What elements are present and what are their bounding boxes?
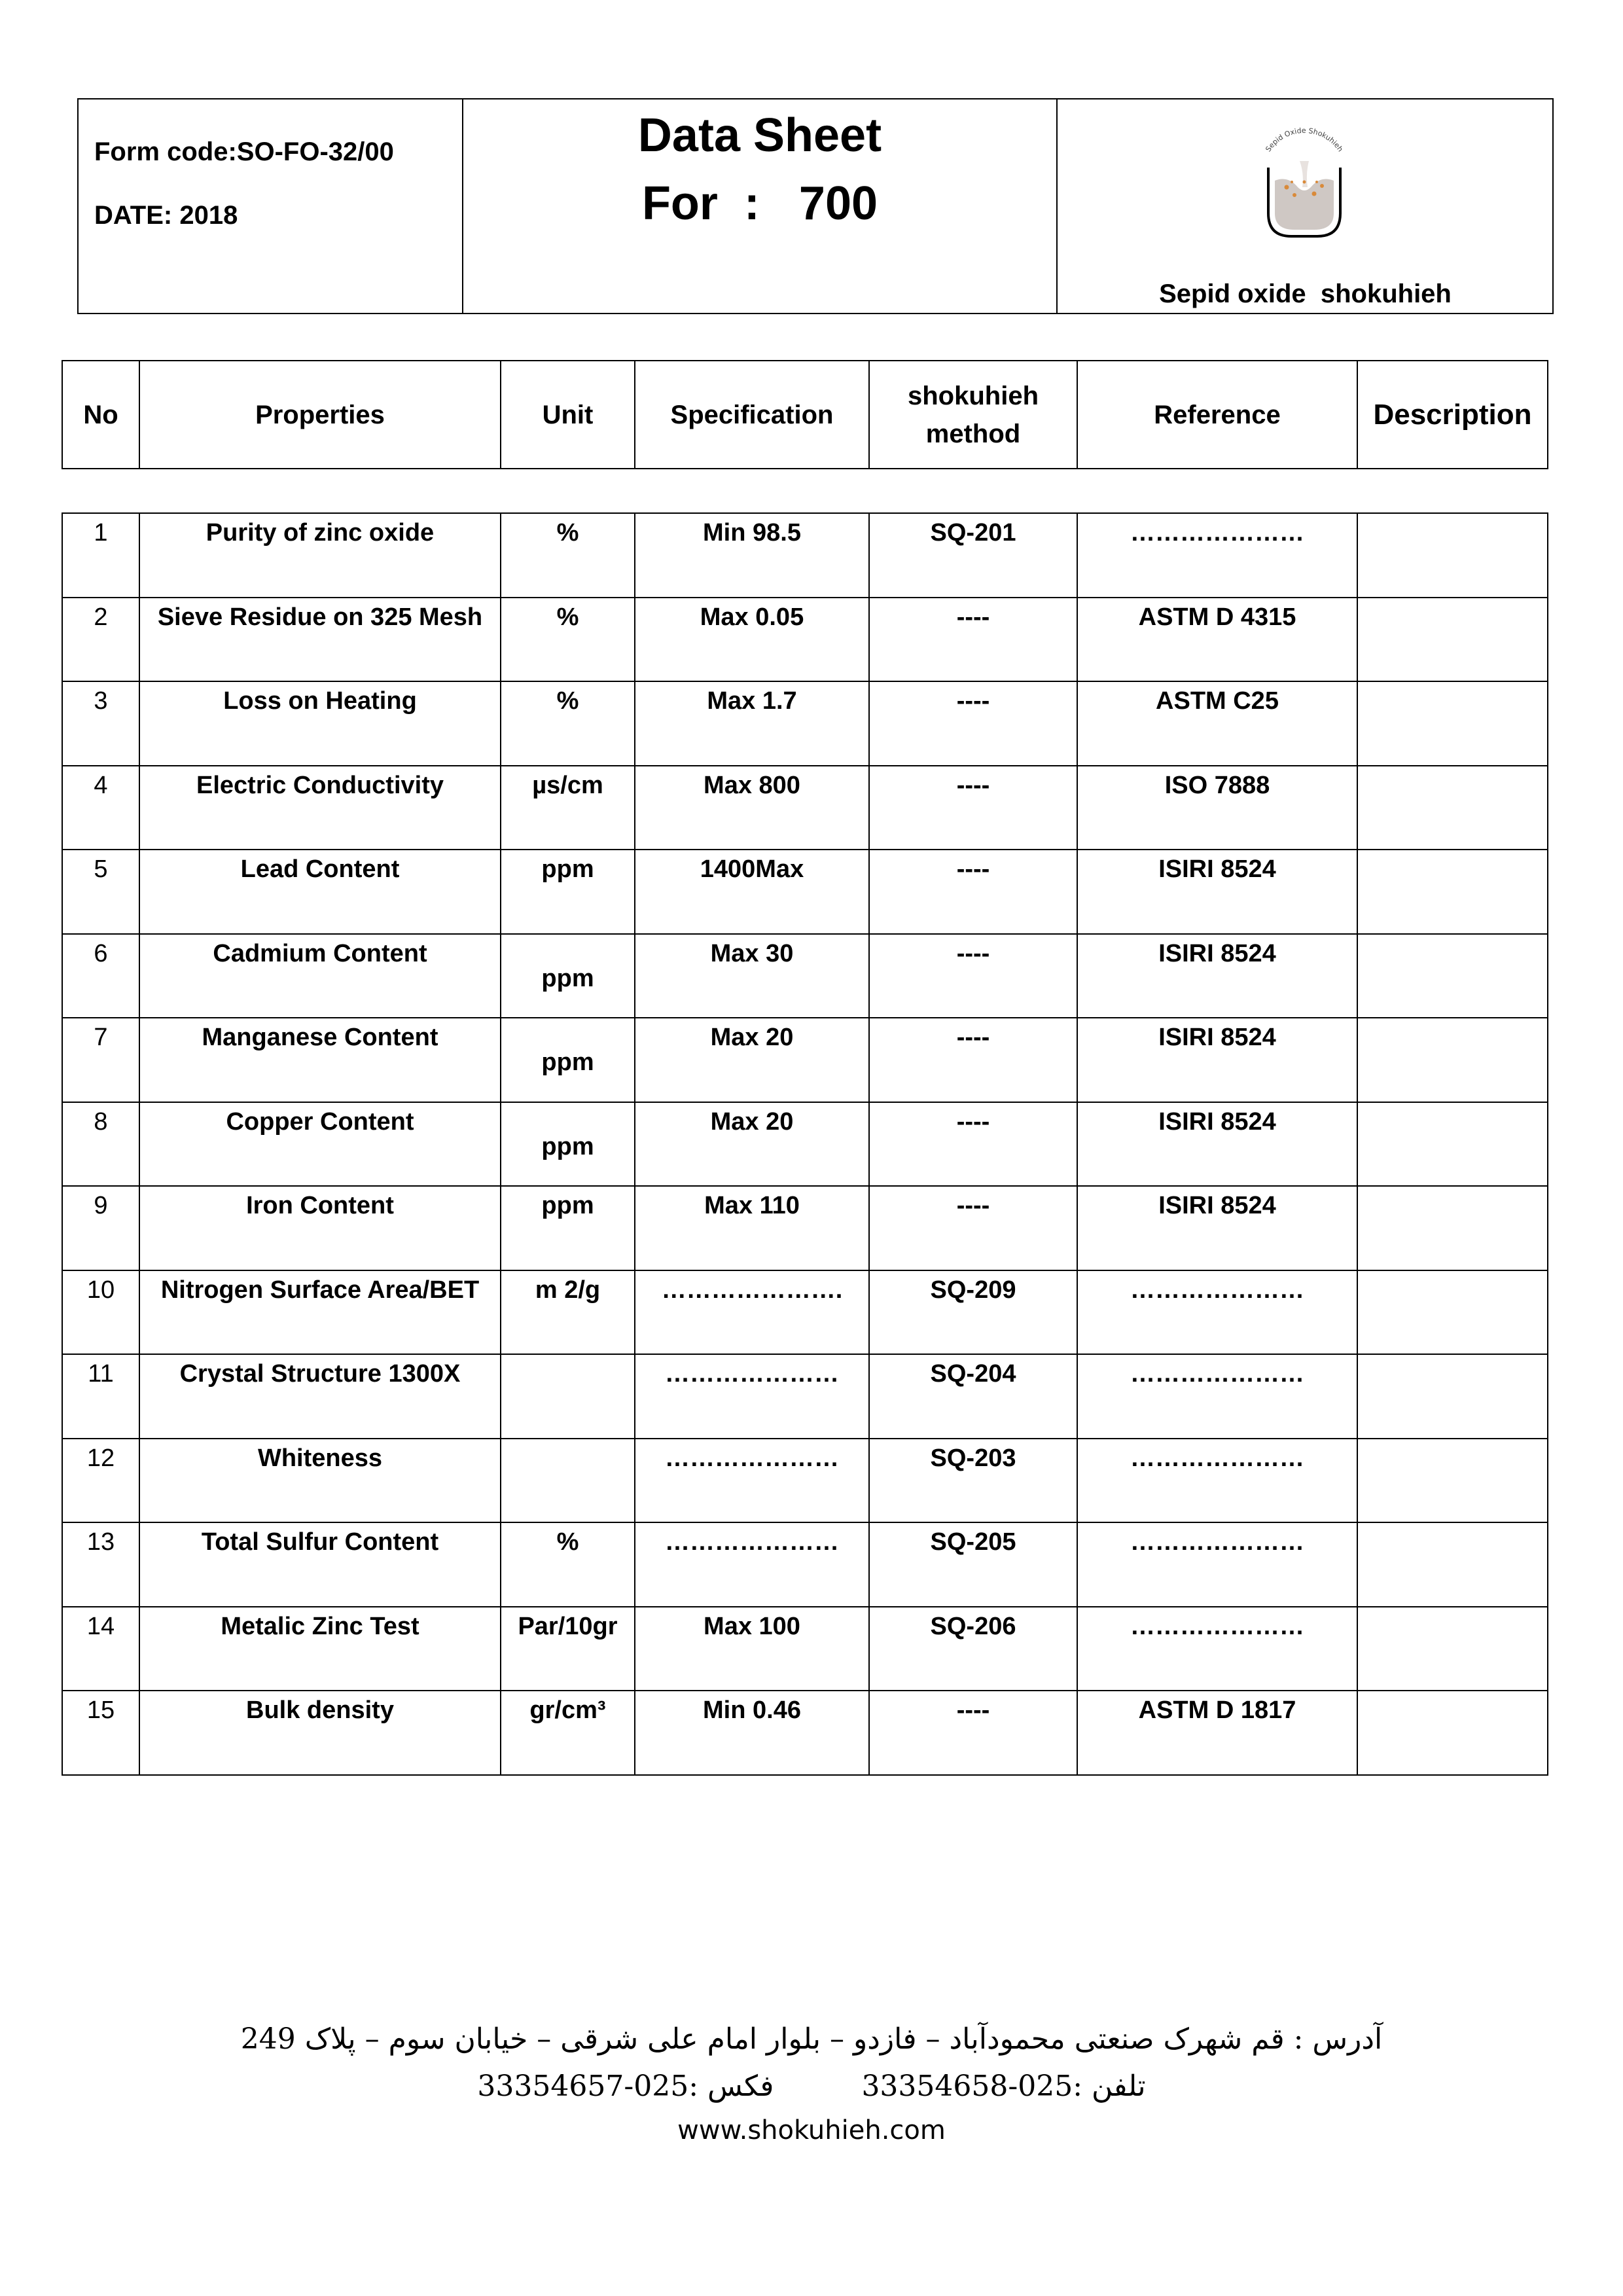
row-description [1357, 513, 1548, 598]
row-unit: % [501, 1522, 635, 1607]
row-property: Bulk density [139, 1691, 501, 1775]
row-method: SQ-209 [869, 1270, 1077, 1355]
row-specification: Max 30 [635, 934, 869, 1018]
row-description [1357, 598, 1548, 682]
row-property: Whiteness [139, 1439, 501, 1523]
row-property: Iron Content [139, 1186, 501, 1270]
row-property: Metalic Zinc Test [139, 1607, 501, 1691]
table-row [62, 1522, 1548, 1607]
footer-contact [0, 2070, 1623, 2103]
row-method: ---- [869, 766, 1077, 850]
table-row [62, 513, 1548, 598]
row-specification: ………………… [635, 1522, 869, 1607]
footer-address: آدرس : قم شهرک صنعتی محمودآباد – فازدو – بلوار امام علی شرقی – خیابان سوم – پلاک 249 [240, 2022, 1383, 2056]
header-form-info [79, 99, 463, 313]
row-method: SQ-204 [869, 1354, 1077, 1439]
row-description [1357, 850, 1548, 934]
row-specification: …………………. [635, 1270, 869, 1355]
col-specification: Specification [635, 361, 869, 469]
row-property: Copper Content [139, 1102, 501, 1187]
row-unit: µs/cm [501, 766, 635, 850]
table-row [62, 598, 1548, 682]
col-description: Description [1357, 361, 1548, 469]
row-specification: Max 1.7 [635, 681, 869, 766]
row-description [1357, 1102, 1548, 1187]
table-row [62, 1439, 1548, 1523]
row-method: ---- [869, 1018, 1077, 1102]
row-specification: ………………… [635, 1439, 869, 1523]
column-header-row [62, 361, 1548, 469]
row-property: Electric Conductivity [139, 766, 501, 850]
row-unit: m 2/g [501, 1270, 635, 1355]
row-reference: ………………… [1077, 1522, 1357, 1607]
table-row [62, 1018, 1548, 1102]
row-description [1357, 766, 1548, 850]
row-property: Cadmium Content [139, 934, 501, 1018]
row-no: 2 [62, 598, 139, 682]
row-no: 5 [62, 850, 139, 934]
row-method: SQ-206 [869, 1607, 1077, 1691]
row-specification: Min 98.5 [635, 513, 869, 598]
footer-fax: فکس :025-33354657 [477, 2070, 774, 2103]
row-method: ---- [869, 850, 1077, 934]
row-no: 11 [62, 1354, 139, 1439]
row-unit: ppm [501, 1102, 635, 1187]
row-method: SQ-201 [869, 513, 1077, 598]
row-no: 7 [62, 1018, 139, 1102]
row-method: ---- [869, 1186, 1077, 1270]
row-property: Manganese Content [139, 1018, 501, 1102]
row-description [1357, 1439, 1548, 1523]
row-no: 12 [62, 1439, 139, 1523]
row-no: 10 [62, 1270, 139, 1355]
row-specification: ………………… [635, 1354, 869, 1439]
row-description [1357, 1270, 1548, 1355]
footer-website: www.shokuhieh.com [677, 2115, 946, 2145]
row-specification: Max 100 [635, 1607, 869, 1691]
row-method: ---- [869, 681, 1077, 766]
header-company [1058, 99, 1553, 313]
row-unit: ppm [501, 1186, 635, 1270]
row-specification: Max 20 [635, 1018, 869, 1102]
row-unit: ppm [501, 1018, 635, 1102]
row-description [1357, 934, 1548, 1018]
row-description [1357, 1018, 1548, 1102]
header-box [77, 98, 1554, 314]
row-method: SQ-203 [869, 1439, 1077, 1523]
row-property: Total Sulfur Content [139, 1522, 501, 1607]
row-property: Crystal Structure 1300X [139, 1354, 501, 1439]
company-name: Sepid oxide shokuhieh [1159, 279, 1452, 308]
row-specification: Max 110 [635, 1186, 869, 1270]
row-reference: ISIRI 8524 [1077, 1018, 1357, 1102]
col-unit: Unit [501, 361, 635, 469]
table-row [62, 1354, 1548, 1439]
table-row [62, 934, 1548, 1018]
row-description [1357, 1186, 1548, 1270]
row-method: SQ-205 [869, 1522, 1077, 1607]
row-reference: ISIRI 8524 [1077, 1186, 1357, 1270]
row-description [1357, 1354, 1548, 1439]
table-row [62, 850, 1548, 934]
col-properties: Properties [139, 361, 501, 469]
row-no: 15 [62, 1691, 139, 1775]
row-reference: ISIRI 8524 [1077, 850, 1357, 934]
logo-ring-text: Sepid Oxide Shokuhieh [1264, 126, 1345, 154]
row-no: 9 [62, 1186, 139, 1270]
header-title [463, 99, 1058, 313]
row-reference: ASTM D 1817 [1077, 1691, 1357, 1775]
row-description [1357, 1691, 1548, 1775]
row-unit: % [501, 681, 635, 766]
row-method: ---- [869, 1691, 1077, 1775]
row-unit: Par/10gr [501, 1607, 635, 1691]
row-reference: ISIRI 8524 [1077, 934, 1357, 1018]
table-row [62, 766, 1548, 850]
col-method: shokuhieh method [869, 361, 1077, 469]
row-property: Loss on Heating [139, 681, 501, 766]
row-no: 14 [62, 1607, 139, 1691]
table-row [62, 1270, 1548, 1355]
row-method: ---- [869, 598, 1077, 682]
table-row [62, 681, 1548, 766]
row-no: 1 [62, 513, 139, 598]
page-subtitle: For : 700 [641, 177, 878, 230]
page-title: Data Sheet [637, 109, 882, 162]
row-specification: Min 0.46 [635, 1691, 869, 1775]
row-unit: % [501, 513, 635, 598]
row-reference: ………………… [1077, 1439, 1357, 1523]
row-no: 3 [62, 681, 139, 766]
row-no: 13 [62, 1522, 139, 1607]
form-date: DATE: 2018 [94, 201, 238, 230]
row-property: Nitrogen Surface Area/BET [139, 1270, 501, 1355]
row-reference: ………………… [1077, 513, 1357, 598]
row-no: 6 [62, 934, 139, 1018]
row-reference: ASTM D 4315 [1077, 598, 1357, 682]
row-property: Lead Content [139, 850, 501, 934]
row-unit: ppm [501, 850, 635, 934]
properties-table [62, 512, 1548, 1776]
row-description [1357, 1522, 1548, 1607]
row-property: Purity of zinc oxide [139, 513, 501, 598]
row-method: ---- [869, 1102, 1077, 1187]
form-code: Form code:SO-FO-32/00 [94, 137, 394, 166]
row-no: 4 [62, 766, 139, 850]
col-reference: Reference [1077, 361, 1357, 469]
table-row [62, 1102, 1548, 1187]
col-no: No [62, 361, 139, 469]
row-specification: Max 0.05 [635, 598, 869, 682]
row-unit: % [501, 598, 635, 682]
row-reference: ASTM C25 [1077, 681, 1357, 766]
row-reference: ISO 7888 [1077, 766, 1357, 850]
row-description [1357, 681, 1548, 766]
svg-text:Sepid Oxide Shokuhieh [1264, 126, 1344, 153]
footer-phone: تلفن :025-33354658 [861, 2070, 1146, 2103]
company-logo [1249, 122, 1360, 246]
row-unit [501, 1354, 635, 1439]
row-reference: ………………… [1077, 1270, 1357, 1355]
row-unit [501, 1439, 635, 1523]
row-specification: Max 800 [635, 766, 869, 850]
row-reference: ………………… [1077, 1354, 1357, 1439]
row-unit: ppm [501, 934, 635, 1018]
row-specification: 1400Max [635, 850, 869, 934]
row-reference: ISIRI 8524 [1077, 1102, 1357, 1187]
table-row [62, 1691, 1548, 1775]
row-specification: Max 20 [635, 1102, 869, 1187]
table-row [62, 1186, 1548, 1270]
row-unit: gr/cm³ [501, 1691, 635, 1775]
table-row [62, 1607, 1548, 1691]
row-property: Sieve Residue on 325 Mesh [139, 598, 501, 682]
row-description [1357, 1607, 1548, 1691]
row-no: 8 [62, 1102, 139, 1187]
row-method: ---- [869, 934, 1077, 1018]
column-header-table [62, 360, 1548, 469]
row-reference: ………………… [1077, 1607, 1357, 1691]
